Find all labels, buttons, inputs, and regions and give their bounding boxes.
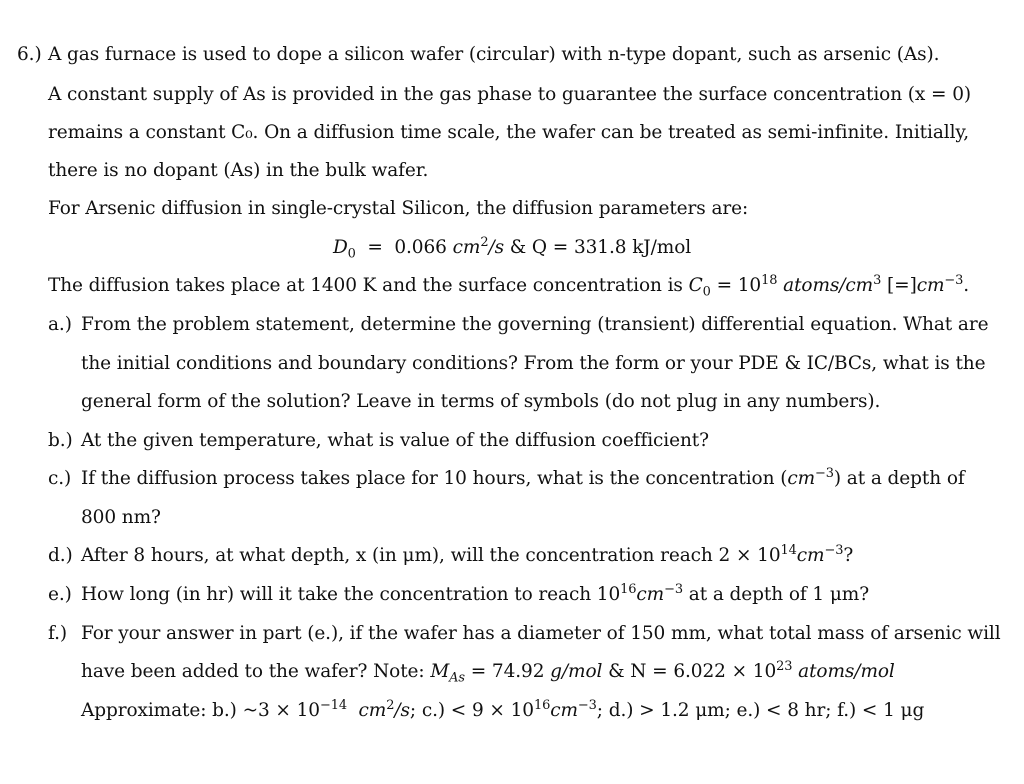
d0-unit: $cm^2/s$ [452,234,504,258]
activation-energy: Q = 331.8 kJ/mol [531,237,692,258]
cm-inverse-cubed: $cm^{-3}$ [916,272,964,296]
part-f-line-2: have been added to the wafer? Note: $M_{As} = 74.92$ g/mol & $N = 6.022 \times 10^{23}$ atoms/mol [81,658,895,686]
c0-units: atoms/$cm^3$ [783,272,882,296]
part-c-line-2: 800 nm? [81,507,161,528]
c0-value: $10^{18}$ [737,272,778,296]
part-b-line-1: At the given temperature, what is value of the diffusion coefficient? [81,430,709,451]
approximate-answers: Approximate: b.) ~3 × $10^{-14}$ $cm^2/s$; $c.) < 9 \times 10^{16}cm^{-3}$; d.) > 1.2 μm; e.) < 8 hr; f.) < 1 μg [81,697,925,721]
part-a-line-2: the initial conditions and boundary conditions? From the form or your PDE & IC/BCs, what is the [81,353,986,374]
intro-line-3: remains a constant C₀. On a diffusion time scale, the wafer can be treated as semi-infinite. Initially, [48,122,970,143]
part-a-line-1: From the problem statement, determine the governing (transient) differential equation. What are [81,314,989,335]
part-c-label: c.) [48,468,72,489]
part-a-label: a.) [48,314,72,335]
part-d-label: d.) [48,545,73,566]
part-c-line-1: If the diffusion process takes place for 10 hours, what is the concentration $(cm^{-3})$ at a depth of [81,465,965,489]
intro-text-1: A gas furnace is used to dope a silicon wafer (circular) with n-type dopant, such as arsenic (As). [48,44,940,65]
equals-sign: = [367,237,383,258]
equivalent-units-bracket: [=] [887,275,917,296]
part-d-line-1: After 8 hours, at what depth, x (in μm), will the concentration reach $2 \times 10^{14}cm^{-3}$? [81,542,854,566]
part-f-label: f.) [48,623,67,644]
ampersand: & [509,237,527,258]
d0-value: 0.066 [394,237,447,258]
molar-mass-symbol: $M_{As}$ [430,661,465,686]
intro-line-2: A constant supply of As is provided in the gas phase to guarantee the surface concentration (x = 0) [48,84,971,105]
intro-line-5: For Arsenic diffusion in single-crystal Silicon, the diffusion parameters are: [48,198,749,219]
c0-symbol: $C_0$ [688,275,711,300]
molar-mass-value: = 74.92 [470,661,545,682]
intro-line-4: there is no dopant (As) in the bulk wafer. [48,160,429,181]
part-b-label: b.) [48,430,73,451]
part-e-label: e.) [48,584,72,605]
part-e-line-1: How long (in hr) will it take the concentration to reach $10^{16}cm^{-3}$ at a depth of 1 μm? [81,581,870,605]
part-a-line-3: general form of the solution? Leave in terms of symbols (do not plug in any numbers). [81,391,881,412]
molar-mass-unit: g/mol [550,661,603,682]
conditions-equals: = [716,275,732,296]
diffusion-parameters-equation [0,236,1024,260]
avogadro-unit: atoms/mol [798,661,895,682]
conditions-line [48,274,969,298]
avogadro-symbol: & N [608,661,647,682]
part-f-line-1: For your answer in part (e.), if the wafer has a diameter of 150 mm, what total mass of arsenic will [81,623,1001,644]
conditions-text: The diffusion takes place at 1400 K and the surface concentration is [48,275,683,296]
d0-symbol: $D_0$ [332,237,356,262]
avogadro-value: = $6.022 \times 10^{23}$ [652,658,793,682]
conditions-period: . [963,275,970,296]
problem-number: 6.) [17,44,42,65]
